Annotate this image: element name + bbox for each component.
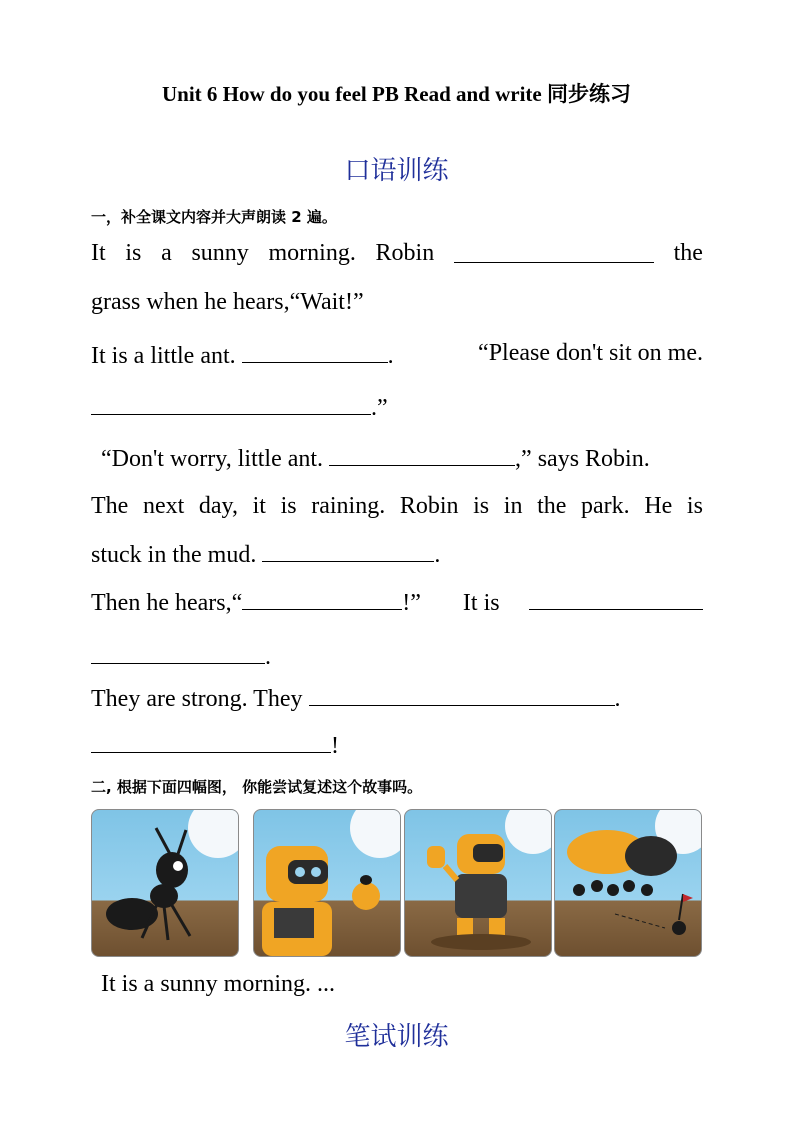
passage-text: ! (331, 733, 339, 759)
word: a (161, 240, 172, 266)
passage-text: It is a little ant. (91, 343, 236, 369)
page-title: Unit 6 How do you feel PB Read and write 同步练习 (162, 82, 631, 106)
word: He (644, 493, 673, 519)
word: next (142, 493, 185, 519)
robot-holding-ant-icon (253, 809, 401, 957)
passage-text: “Don't worry, little ant. (101, 446, 324, 472)
word: in (503, 493, 523, 519)
answer-blank[interactable] (454, 240, 654, 263)
answer-blank[interactable] (242, 587, 402, 610)
passage-text: Then he hears,“ (91, 590, 243, 616)
word: is (280, 493, 297, 519)
passage-line-1 (91, 240, 703, 267)
word: it (252, 493, 266, 519)
passage-text: They are strong. They (91, 686, 303, 712)
word: the (673, 240, 703, 266)
answer-blank[interactable] (262, 539, 434, 562)
passage-text: .” (371, 395, 388, 421)
passage-text: . (265, 644, 271, 670)
passage-line-4 (91, 392, 703, 422)
word: is (125, 240, 142, 266)
word: is (473, 493, 490, 519)
word: day, (198, 493, 238, 519)
word: sunny (191, 240, 249, 266)
answer-blank[interactable] (91, 730, 331, 753)
word: It (91, 240, 106, 266)
passage-text: It is (462, 590, 500, 616)
section-heading-written: 笔试训练 (344, 1022, 449, 1051)
ants-pulling-robot-icon (554, 809, 702, 957)
passage-line-11 (91, 730, 703, 760)
passage-line-9 (91, 641, 703, 671)
answer-blank[interactable] (529, 587, 703, 610)
word: the (537, 493, 567, 519)
word: park. (581, 493, 630, 519)
passage-line-2 (91, 289, 703, 316)
task1-instruction: 一，补全课文内容并大声朗读 2 遍。 (91, 208, 337, 226)
passage-text: stuck in the mud. (91, 542, 257, 568)
passage-line-8 (91, 587, 703, 617)
answer-blank[interactable] (309, 683, 615, 706)
passage-text: !” (402, 590, 421, 616)
answer-blank[interactable] (329, 443, 515, 466)
word: Robin (399, 493, 459, 519)
story-pictures (91, 809, 701, 957)
answer-blank[interactable] (91, 392, 371, 415)
passage-line-6 (91, 493, 703, 520)
passage-text: . (614, 686, 621, 712)
passage-line-3 (91, 340, 703, 370)
answer-blank[interactable] (242, 340, 388, 363)
section-heading-oral: 口语训练 (344, 156, 449, 185)
passage-line-5 (91, 443, 703, 473)
ant-on-grass-icon (91, 809, 239, 957)
passage-line-10 (91, 683, 703, 713)
retell-start-text: It is a sunny morning. ... (101, 971, 335, 997)
answer-blank[interactable] (91, 641, 265, 664)
passage-text: . (434, 542, 441, 568)
word: morning. (268, 240, 356, 266)
word: is (686, 493, 703, 519)
passage-line-7 (91, 539, 703, 569)
passage-text: . (387, 343, 394, 369)
word: raining. (311, 493, 386, 519)
word: The (91, 493, 129, 519)
word: Robin (375, 240, 435, 266)
passage-text: “Please don't sit on me. (478, 340, 703, 366)
passage-text: ,” says Robin. (515, 446, 650, 472)
task2-instruction: 二, 根据下面四幅图， 你能尝试复述这个故事吗。 (91, 778, 423, 796)
passage-text: grass when he hears,“Wait!” (91, 289, 364, 315)
robot-stuck-in-mud-icon (404, 809, 552, 957)
